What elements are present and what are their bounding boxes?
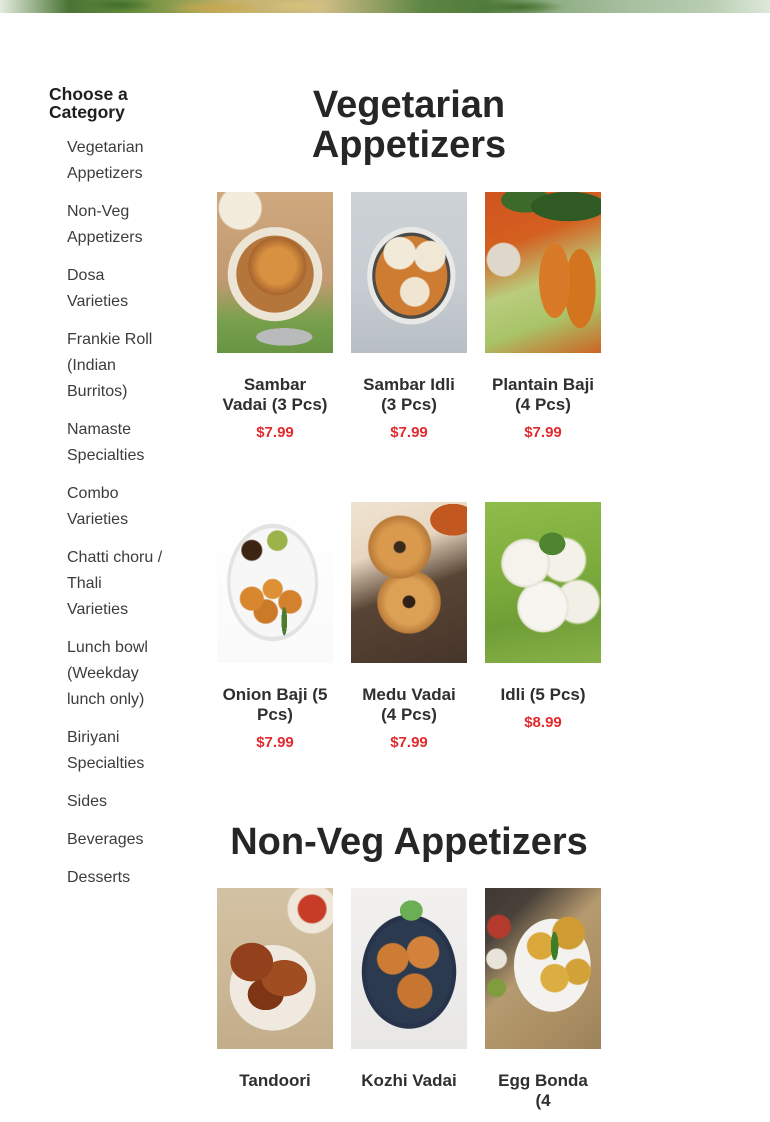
menu-item-egg-bonda[interactable]	[485, 888, 601, 1111]
sidebar-item-dosa-varieties[interactable]: Dosa Varieties	[67, 267, 129, 310]
sidebar-item-biriyani-specialties[interactable]: Biriyani Specialties	[67, 729, 145, 772]
item-name: Plantain Baji (4 Pcs)	[491, 375, 595, 414]
sidebar-item-sides[interactable]: Sides	[67, 793, 108, 810]
menu-item-sambar-idli[interactable]	[351, 192, 467, 442]
item-price: $8.99	[524, 714, 562, 731]
sidebar-item-lunch-bowl[interactable]: Lunch bowl (Weekday lunch only)	[67, 639, 148, 708]
sidebar-item-vegetarian-appetizers[interactable]: Vegetarian Appetizers	[67, 139, 144, 182]
menu-grid-non-veg	[217, 888, 601, 1111]
menu-item-medu-vadai[interactable]	[351, 502, 467, 752]
item-name: Sambar Vadai (3 Pcs)	[222, 375, 328, 414]
category-sidebar	[49, 85, 179, 903]
item-name: Egg Bonda (4	[498, 1071, 588, 1110]
hero-photo-strip	[0, 0, 770, 13]
item-price: $7.99	[256, 734, 294, 751]
sidebar-heading: Choose a Category	[49, 84, 128, 122]
sidebar-item-combo-varieties[interactable]: Combo Varieties	[67, 485, 129, 528]
onion-baji-photo[interactable]	[217, 502, 333, 663]
section-heading-vegetarian-appetizers: Vegetarian Appetizers	[311, 84, 507, 166]
menu-item-tandoori[interactable]	[217, 888, 333, 1111]
menu-item-sambar-vadai[interactable]	[217, 192, 333, 442]
tandoori-photo[interactable]	[217, 888, 333, 1049]
sidebar-item-beverages[interactable]: Beverages	[67, 831, 144, 848]
sambar-vadai-photo[interactable]	[217, 192, 333, 353]
section-heading-non-veg-appetizers: Non-Veg Appetizers	[230, 821, 588, 863]
medu-vadai-photo[interactable]	[351, 502, 467, 663]
item-name: Tandoori	[239, 1071, 311, 1090]
item-name: Onion Baji (5 Pcs)	[222, 685, 328, 724]
plantain-baji-photo[interactable]	[485, 192, 601, 353]
sidebar-item-frankie-roll[interactable]: Frankie Roll (Indian Burritos)	[67, 331, 153, 400]
menu-item-kozhi-vadai[interactable]	[351, 888, 467, 1111]
menu-item-idli[interactable]	[485, 502, 601, 752]
item-price: $7.99	[524, 424, 562, 441]
idli-photo[interactable]	[485, 502, 601, 663]
menu-item-onion-baji[interactable]	[217, 502, 333, 752]
egg-bonda-photo[interactable]	[485, 888, 601, 1049]
sidebar-item-namaste-specialties[interactable]: Namaste Specialties	[67, 421, 145, 464]
section-vegetarian-appetizers	[217, 85, 601, 752]
item-name: Kozhi Vadai	[361, 1071, 457, 1090]
item-price: $7.99	[256, 424, 294, 441]
section-non-veg-appetizers	[217, 822, 601, 1111]
menu-grid-vegetarian	[217, 192, 601, 752]
item-name: Sambar Idli (3 Pcs)	[363, 375, 455, 414]
item-price: $7.99	[390, 424, 428, 441]
item-name: Idli (5 Pcs)	[500, 685, 586, 704]
sambar-idli-photo[interactable]	[351, 192, 467, 353]
item-name: Medu Vadai (4 Pcs)	[362, 685, 456, 724]
category-nav	[49, 135, 179, 891]
item-price: $7.99	[390, 734, 428, 751]
sidebar-item-desserts[interactable]: Desserts	[67, 869, 131, 886]
sidebar-item-non-veg-appetizers[interactable]: Non-Veg Appetizers	[67, 203, 143, 246]
kozhi-vadai-photo[interactable]	[351, 888, 467, 1049]
menu-item-plantain-baji[interactable]	[485, 192, 601, 442]
menu-content	[217, 85, 601, 1111]
sidebar-item-chatti-choru-thali[interactable]: Chatti choru / Thali Varieties	[67, 549, 163, 618]
